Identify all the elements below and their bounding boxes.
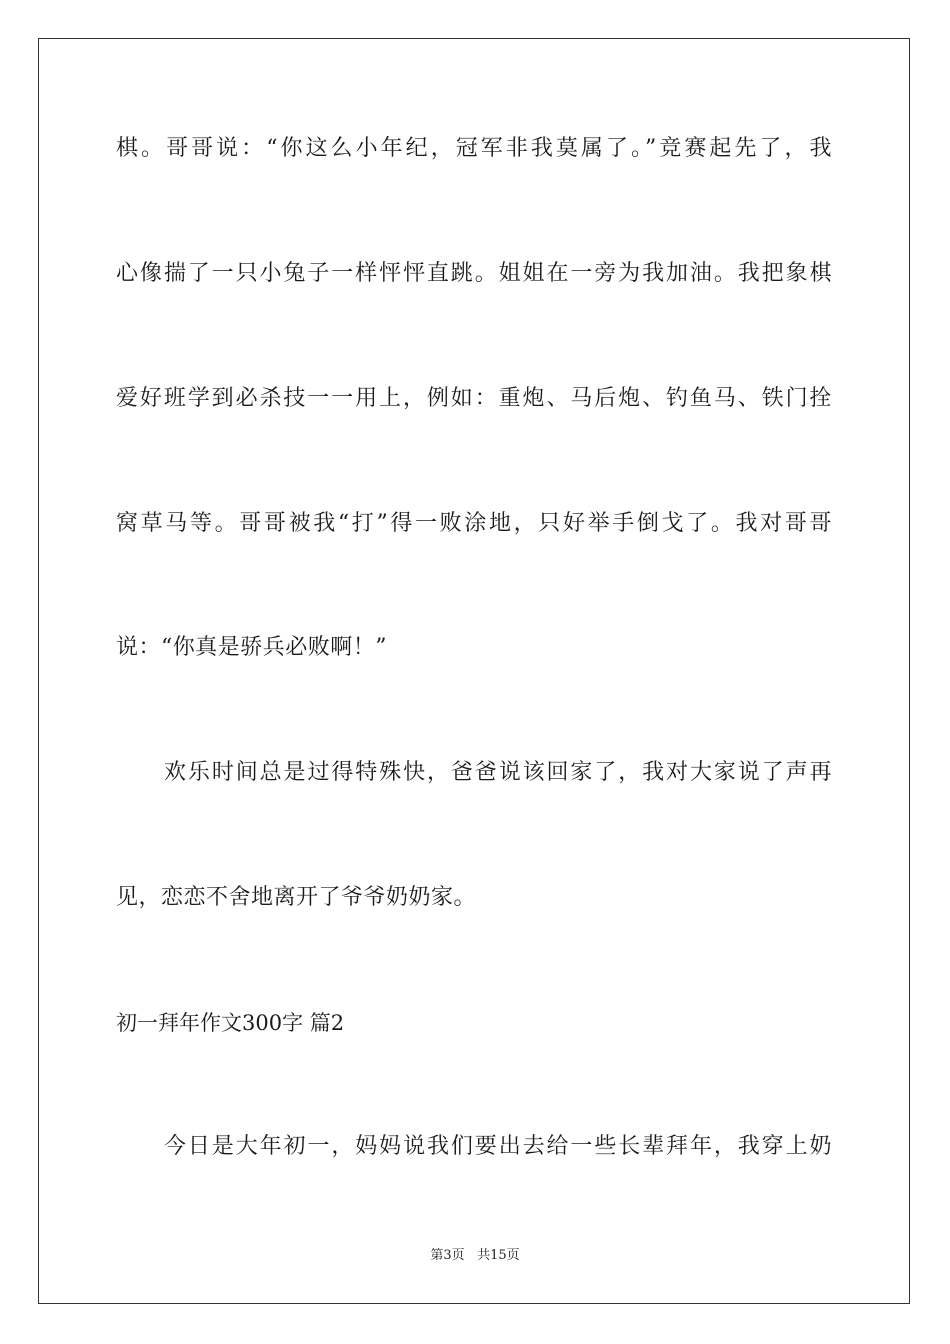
section-heading: 初一拜年作文300字 篇2 [116, 1011, 345, 1035]
paragraph-line-3: 爱好班学到必杀技一一用上，例如：重炮、马后炮、钓鱼马、铁门拴 [116, 386, 832, 411]
page-footer [0, 1247, 950, 1265]
paragraph-line-7: 见，恋恋不舍地离开了爷爷奶奶家。 [116, 885, 477, 910]
page-number: 第3页 [430, 1248, 465, 1263]
paragraph-line-1: 棋。哥哥说：“你这么小年纪，冠军非我莫属了。”竞赛起先了，我 [116, 136, 832, 161]
paragraph-line-5: 说：“你真是骄兵必败啊！” [116, 635, 387, 660]
page-border [38, 38, 910, 1304]
paragraph-line-2: 心像揣了一只小兔子一样怦怦直跳。姐姐在一旁为我加油。我把象棋 [116, 261, 832, 286]
paragraph-line-8: 今日是大年初一，妈妈说我们要出去给一些长辈拜年，我穿上奶 [164, 1134, 832, 1159]
page-total: 共15页 [477, 1248, 520, 1263]
paragraph-line-4: 窝草马等。哥哥被我“打”得一败涂地，只好举手倒戈了。我对哥哥 [116, 511, 832, 536]
paragraph-line-6: 欢乐时间总是过得特殊快，爸爸说该回家了，我对大家说了声再 [164, 760, 832, 785]
